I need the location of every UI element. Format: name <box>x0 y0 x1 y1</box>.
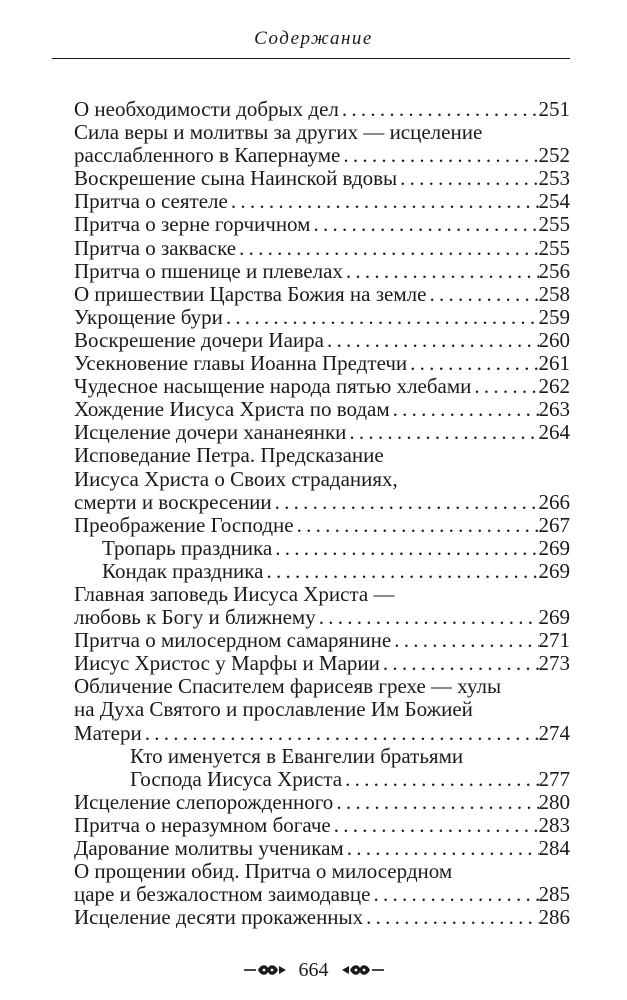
toc-entry-last-line <box>74 167 570 190</box>
toc-entry-page-number: 260 <box>538 327 570 352</box>
toc-entry-title-line: Главная заповедь Иисуса Христа — <box>74 581 395 606</box>
toc-entry-page-number: 264 <box>538 420 570 445</box>
toc-entry-page-number: 262 <box>538 374 570 399</box>
toc-entry-title-line: Притча о закваске <box>74 235 237 260</box>
toc-entry-last-line <box>74 237 570 260</box>
toc-entry-title-line: Исповедание Петра. Предсказание <box>74 443 384 468</box>
dot-leader <box>142 722 539 745</box>
dot-leader <box>272 537 538 560</box>
toc-entry-title-line: Воскрешение дочери Иаира <box>74 327 324 352</box>
toc-entry-last-line <box>102 560 570 583</box>
dot-leader <box>380 652 539 675</box>
dot-leader <box>407 352 538 375</box>
vignette-ornament-icon <box>244 963 290 977</box>
toc-entry <box>74 629 570 652</box>
toc-entry-last-line <box>74 283 570 306</box>
toc-entry-title-line: Притча о сеятеле <box>74 189 228 214</box>
toc-entry-title-line: Притча о пшенице и плевелах <box>74 258 343 283</box>
toc-entry-page-number: 285 <box>538 882 570 907</box>
dot-leader <box>339 98 539 121</box>
toc-entry <box>74 237 570 260</box>
toc-entry-title-line: Тропарь праздника <box>102 535 273 560</box>
toc-entry-page-number: 273 <box>538 651 570 676</box>
toc-entry-title-line: Притча о зерне горчичном <box>74 212 311 237</box>
dot-leader <box>264 560 539 583</box>
toc-entry-title-line: Чудесное насыщение народа пятью хлебами <box>74 374 472 399</box>
toc-entry-last-line <box>74 421 570 444</box>
dot-leader <box>228 190 539 213</box>
dot-leader <box>342 768 538 791</box>
toc-entry <box>74 652 570 675</box>
toc-entry <box>74 444 570 513</box>
toc-entry-title-line: Усекновение главы Иоанна Предтечи <box>74 351 408 376</box>
table-of-contents <box>74 98 570 929</box>
toc-entry-title-line: Сила веры и молитвы за других — исцеление <box>74 120 483 145</box>
toc-entry-page-number: 280 <box>538 789 570 814</box>
toc-entry-title-line: Преображение Господне <box>74 512 294 537</box>
toc-entry-title-line: Иисуса Христа о Своих страданиях, <box>74 466 398 491</box>
toc-entry <box>74 583 570 629</box>
dot-leader <box>333 791 538 814</box>
toc-entry <box>74 791 570 814</box>
dot-leader <box>344 837 539 860</box>
toc-entry <box>74 283 570 306</box>
dot-leader <box>236 237 538 260</box>
toc-entry-last-line <box>74 814 570 837</box>
toc-entry <box>74 537 570 560</box>
toc-entry-last-line <box>74 98 570 121</box>
toc-entry-last-line <box>74 306 570 329</box>
toc-entry <box>74 121 570 167</box>
toc-entry-title-line: Обличение Спасителем фарисеяв грехе — хулы <box>74 674 502 699</box>
toc-entry-title-line: Господа Иисуса Христа <box>130 766 343 791</box>
dot-leader <box>363 906 538 929</box>
toc-entry-page-number: 271 <box>538 628 570 653</box>
dot-leader <box>340 144 538 167</box>
toc-entry-page-number: 274 <box>538 720 570 745</box>
toc-entry-page-number: 284 <box>538 836 570 860</box>
toc-entry <box>74 98 570 121</box>
toc-entry-title-line: расслабленного в Капернауме <box>74 143 341 168</box>
toc-entry-title-line: Кондак праздника <box>102 558 264 583</box>
toc-entry-page-number: 283 <box>538 812 570 837</box>
toc-entry <box>74 745 570 791</box>
toc-entry-page-number: 269 <box>538 605 570 630</box>
dot-leader <box>391 629 538 652</box>
toc-entry-title-line: Притча о милосердном самарянине <box>74 628 392 653</box>
toc-entry-title-line: Хождение Иисуса Христа по водам <box>74 397 390 422</box>
toc-entry-page-number: 253 <box>538 166 570 191</box>
toc-entry-last-line <box>102 537 570 560</box>
toc-entry <box>74 167 570 190</box>
toc-entry-title-line: Исцеление дочери хананеянки <box>74 420 347 445</box>
toc-entry-page-number: 263 <box>538 397 570 422</box>
dot-leader <box>310 213 538 236</box>
toc-entry <box>74 352 570 375</box>
toc-entry-title-line: Дарование молитвы ученикам <box>74 836 344 860</box>
toc-entry-last-line <box>74 722 570 745</box>
toc-entry-last-line <box>74 514 570 537</box>
toc-entry-last-line <box>74 329 570 352</box>
toc-entry-page-number: 266 <box>538 489 570 514</box>
running-header: Содержание <box>254 28 373 49</box>
page-folio <box>0 958 627 982</box>
toc-entry-title-line: Иисус Христос у Марфы и Марии <box>74 651 380 676</box>
toc-entry-last-line <box>74 837 570 860</box>
toc-entry-page-number: 255 <box>538 235 570 260</box>
toc-entry-title-line: Матери <box>74 720 142 745</box>
toc-entry-page-number: 258 <box>538 281 570 306</box>
toc-entry-page-number: 255 <box>538 212 570 237</box>
toc-entry <box>74 675 570 744</box>
toc-entry <box>74 329 570 352</box>
dot-leader <box>397 167 538 190</box>
dot-leader <box>223 306 539 329</box>
toc-entry <box>74 837 570 860</box>
toc-entry-last-line <box>74 883 570 906</box>
toc-entry <box>74 306 570 329</box>
toc-entry <box>74 375 570 398</box>
toc-entry-last-line <box>74 398 570 421</box>
toc-entry-page-number: 254 <box>538 189 570 214</box>
toc-entry-last-line <box>130 768 570 791</box>
toc-entry <box>74 421 570 444</box>
toc-entry-last-line <box>74 352 570 375</box>
dot-leader <box>370 883 538 906</box>
toc-entry-page-number: 251 <box>538 97 570 121</box>
dot-leader <box>316 606 539 629</box>
toc-entry-title-line: О необходимости добрых дел <box>74 97 339 121</box>
toc-entry-title-line: Притча о неразумном богаче <box>74 812 331 837</box>
toc-entry-title-line: смерти и воскресении <box>74 489 272 514</box>
toc-entry-title-line: Исцеление десяти прокаженных <box>74 905 364 930</box>
dot-leader <box>272 491 539 514</box>
toc-entry-last-line <box>74 144 570 167</box>
toc-entry-last-line <box>74 260 570 283</box>
toc-entry <box>74 814 570 837</box>
toc-entry-page-number: 269 <box>538 558 570 583</box>
toc-entry-page-number: 259 <box>538 304 570 329</box>
toc-entry-title-line: Кто именуется в Евангелии братьями <box>130 743 464 768</box>
page-number: 664 <box>298 958 329 981</box>
toc-entry-page-number: 286 <box>538 905 570 930</box>
dot-leader <box>294 514 539 537</box>
toc-entry-page-number: 256 <box>538 258 570 283</box>
toc-entry <box>74 906 570 929</box>
toc-entry <box>74 860 570 906</box>
toc-entry-title-line: на Духа Святого и прославление Им Божией <box>74 697 473 722</box>
dot-leader <box>426 283 538 306</box>
toc-entry <box>74 560 570 583</box>
dot-leader <box>324 329 539 352</box>
toc-entry <box>74 514 570 537</box>
toc-entry-title-line: О пришествии Царства Божия на земле <box>74 281 427 306</box>
toc-entry-last-line <box>74 190 570 213</box>
toc-entry-page-number: 252 <box>538 143 570 168</box>
toc-entry <box>74 398 570 421</box>
toc-entry-last-line <box>74 606 570 629</box>
toc-entry-page-number: 277 <box>538 766 570 791</box>
toc-entry-last-line <box>74 791 570 814</box>
vignette-ornament-icon <box>338 963 384 977</box>
toc-entry <box>74 213 570 236</box>
dot-leader <box>343 260 539 283</box>
toc-entry-page-number: 269 <box>538 535 570 560</box>
toc-entry-last-line <box>74 652 570 675</box>
toc-entry-title-line: О прощении обид. Притча о милосердном <box>74 859 453 884</box>
dot-leader <box>346 421 538 444</box>
header-rule <box>52 58 570 59</box>
toc-entry <box>74 260 570 283</box>
toc-entry-title-line: Исцеление слепорожденного <box>74 789 334 814</box>
toc-entry-title-line: Воскрешение сына Наинской вдовы <box>74 166 398 191</box>
toc-entry-page-number: 261 <box>538 351 570 376</box>
toc-entry-last-line <box>74 629 570 652</box>
toc-entry-last-line <box>74 213 570 236</box>
toc-entry-title-line: царе и безжалостном заимодавце <box>74 882 371 907</box>
toc-entry-title-line: любовь к Богу и ближнему <box>74 605 316 630</box>
toc-entry-last-line <box>74 375 570 398</box>
toc-entry-page-number: 267 <box>538 512 570 537</box>
toc-entry-title-line: Укрощение бури <box>74 304 223 329</box>
toc-entry-last-line <box>74 906 570 929</box>
toc-entry-last-line <box>74 491 570 514</box>
toc-entry <box>74 190 570 213</box>
dot-leader <box>390 398 539 421</box>
dot-leader <box>471 375 538 398</box>
dot-leader <box>331 814 539 837</box>
